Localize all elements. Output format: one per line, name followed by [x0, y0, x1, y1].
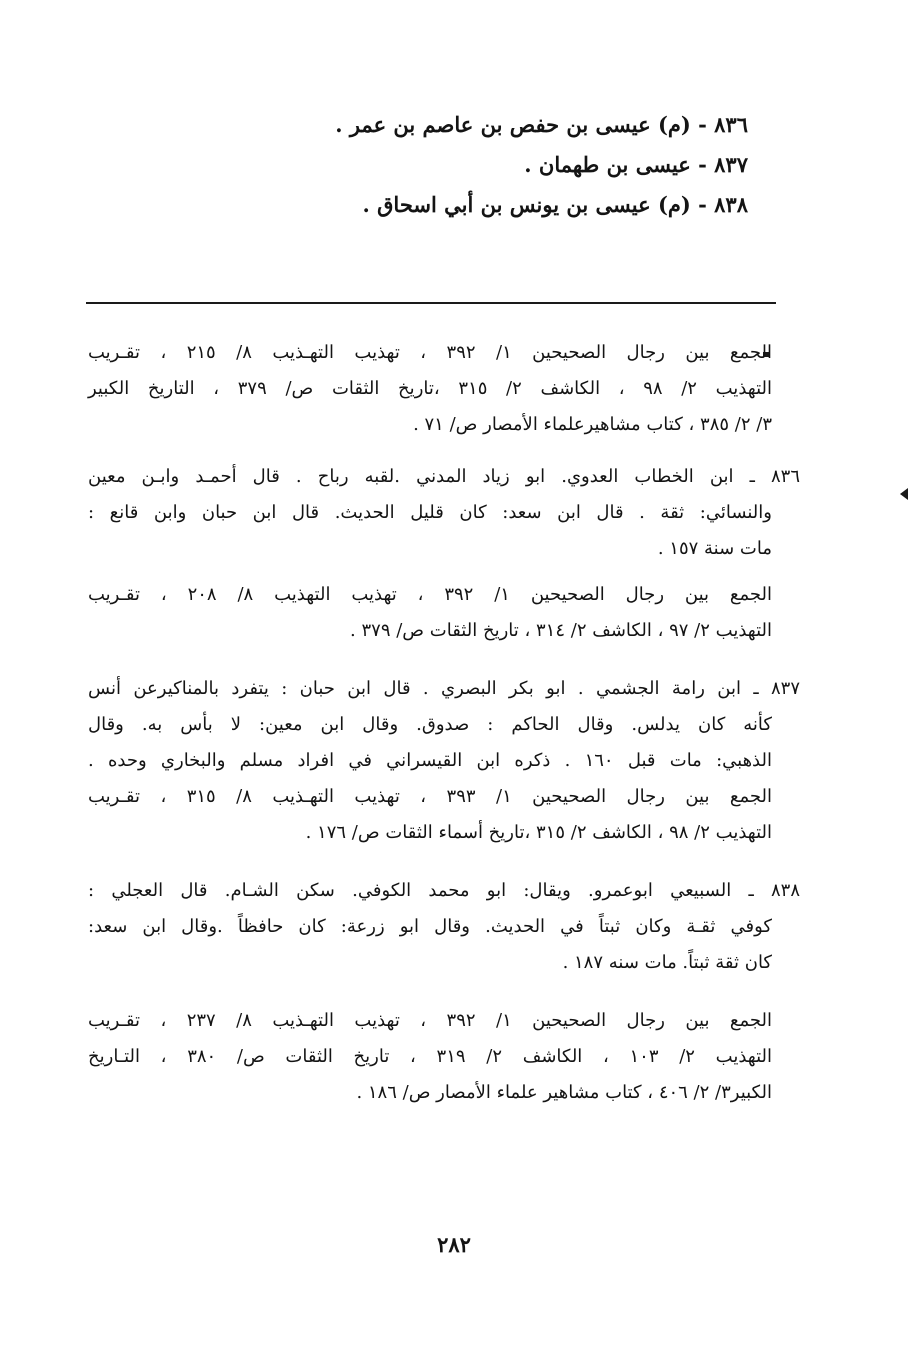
footnote-line: التهذيب ٢/ ٩٧ ، الكاشف ٢/ ٣١٤ ، تاريخ الثقات ص/ ٣٧٩ .	[350, 620, 772, 641]
entry-837: ٨٣٧ - عيسى بن طهمان .	[524, 152, 748, 177]
footnote-divider	[86, 302, 776, 304]
footnote-line: والنسائي: ثقة . قال ابن سعد: كان قليل الحديث. قال ابن حبان وابن قانع :	[88, 502, 772, 523]
footnote-836-refs	[88, 577, 800, 649]
footnote-line: التهذيب ٢/ ١٠٣ ، الكاشف ٢/ ٣١٩ ، تاريخ الثقات ص/ ٣٨٠ ، التـاريخ	[88, 1046, 772, 1067]
footnote-line: ٨٣٦ ـ ابن الخطاب العدوي. ابو زياد المدني .لقبه رباح . قال أحمـد وابـن معين	[88, 466, 800, 487]
entry-836: ٨٣٦ - (م) عيسى بن حفص بن عاصم بن عمر .	[335, 112, 748, 137]
footnotes	[88, 335, 800, 1111]
footnote-838-bio	[88, 873, 800, 981]
footnote-intro	[88, 335, 800, 443]
footnote-line: الجمع بين رجال الصحيحين ١/ ٣٩٣ ، تهذيب التهـذيب ٨/ ٣١٥ ، تقـريب	[88, 786, 773, 807]
footnote-line: كان ثقة ثبتاً. مات سنه ١٨٧ .	[562, 952, 772, 973]
footnote-line: التهذيب ٢/ ٩٨ ، الكاشف ٢/ ٣١٥ ،تاريخ أسماء الثقات ص/ ١٧٦ .	[305, 822, 772, 843]
footnote-line: الجمع بين رجال الصحيحين ١/ ٣٩٢ ، تهذيب التهـذيب ٨/ ٢١٥ ، تقـريب	[88, 342, 773, 363]
footnote-line: ٨٣٨ ـ السبيعي ابوعمرو. ويقال: ابو محمد الكوفي. سكن الشـام. قال العجلي :	[88, 880, 800, 901]
footnote-line: الذهبي: مات قبل ١٦٠ . ذكره ابن القيسراني في افراد مسلم والبخاري وحده .	[88, 750, 772, 771]
footnote-line: التهذيب ٢/ ٩٨ ، الكاشف ٢/ ٣١٥ ،تاريخ الثقات ص/ ٣٧٩ ، التاريخ الكبير	[88, 378, 772, 399]
page-number: ٢٨٢	[437, 1232, 471, 1257]
entry-list	[188, 105, 748, 225]
footnote-line: مات سنة ١٥٧ .	[657, 538, 772, 559]
footnote-line: كأنه كان يدلس. وقال الحاكم : صدوق. وقال ابن معين: لا بأس به. وقال	[88, 714, 772, 735]
footnote-line: ٨٣٧ ـ ابن رامة الجشمي . ابو بكر البصري . قال ابن حبان : يتفرد بالمناكيرعن أنس	[88, 678, 800, 699]
footnote-836-bio	[88, 459, 800, 567]
footnote-line: الجمع بين رجال الصحيحين ١/ ٣٩٢ ، تهذيب التهذيب ٨/ ٢٠٨ ، تقـريب	[88, 584, 772, 605]
footnote-837	[88, 671, 800, 851]
entry-838: ٨٣٨ - (م) عيسى بن يونس بن أبي اسحاق .	[362, 192, 748, 217]
footnote-line: كوفي ثقـة وكان ثبتاً في الحديث. وقال ابو زرعة: كان حافظاً .وقال ابن سعد:	[88, 916, 772, 937]
footnote-838-refs	[88, 1003, 800, 1111]
footnote-line: الكبير٣/ ٢/ ٤٠٦ ، كتاب مشاهير علماء الأمصار ص/ ١٨٦ .	[356, 1082, 772, 1103]
margin-mark-icon	[900, 488, 908, 500]
footnote-line: ٣/ ٢/ ٣٨٥ ، كتاب مشاهيرعلماء الأمصار ص/ ٧١ .	[413, 414, 772, 435]
footnote-line: الجمع بين رجال الصحيحين ١/ ٣٩٢ ، تهذيب التهـذيب ٨/ ٢٣٧ ، تقـريب	[88, 1010, 773, 1031]
